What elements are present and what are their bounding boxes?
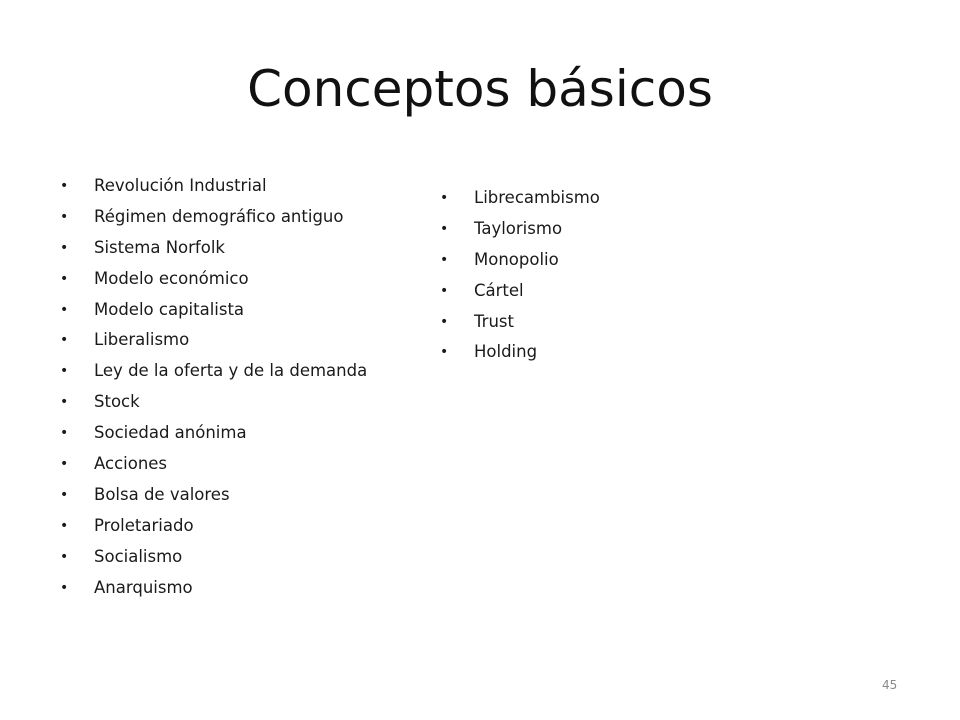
list-item — [60, 264, 367, 295]
bullet-icon: • — [60, 394, 69, 411]
bullet-icon: • — [60, 332, 69, 349]
bullet-icon: • — [60, 486, 69, 503]
list-item — [440, 245, 600, 276]
bullet-icon: • — [60, 363, 69, 380]
list-item-text: Sistema Norfolk — [94, 237, 225, 257]
list-item — [60, 418, 367, 449]
list-item-text: Sociedad anónima — [94, 423, 247, 443]
list-item-text: Acciones — [94, 454, 168, 474]
list-item — [60, 325, 367, 356]
list-item-text: Trust — [474, 311, 514, 331]
list-item — [440, 183, 600, 214]
list-item — [60, 511, 367, 542]
slide-title: Conceptos básicos — [247, 60, 713, 118]
bullet-icon: • — [60, 456, 69, 473]
list-item — [440, 337, 600, 368]
bullet-icon: • — [60, 301, 69, 318]
bullet-icon: • — [60, 208, 69, 225]
bullet-icon: • — [60, 425, 69, 442]
bullet-icon: • — [440, 190, 449, 206]
list-item-text: Ley de la oferta y de la demanda — [94, 361, 368, 381]
bullet-icon: • — [440, 282, 449, 299]
list-item-text: Librecambismo — [474, 188, 600, 207]
bullet-icon: • — [60, 579, 69, 596]
list-item-text: Anarquismo — [94, 577, 193, 597]
list-item-text: Monopolio — [474, 249, 559, 269]
bullet-icon: • — [60, 270, 69, 287]
list-item-text: Régimen demográfico antiguo — [94, 206, 344, 226]
list-item-text: Modelo económico — [94, 268, 249, 288]
list-item — [60, 356, 367, 387]
list-item — [60, 387, 367, 418]
list-item — [440, 276, 600, 307]
bullet-icon: • — [60, 517, 69, 534]
list-item — [60, 171, 367, 202]
list-item-text: Revolución Industrial — [94, 176, 267, 195]
page-number: 45 — [882, 678, 898, 692]
list-item — [60, 202, 367, 233]
bullet-icon: • — [440, 220, 449, 237]
bullet-icon: • — [60, 548, 69, 565]
list-item — [60, 295, 367, 326]
bullet-icon: • — [60, 178, 69, 194]
list-item — [60, 573, 367, 604]
bullet-icon: • — [440, 313, 449, 330]
list-item-text: Holding — [474, 342, 538, 362]
list-item — [440, 307, 600, 338]
left-bullet-list — [60, 171, 367, 603]
list-item — [60, 480, 367, 511]
list-item-text: Socialismo — [94, 546, 183, 566]
list-item-text: Proletariado — [94, 515, 194, 535]
list-item-text: Modelo capitalista — [94, 299, 245, 319]
right-bullet-list — [440, 183, 600, 368]
list-item — [60, 449, 367, 480]
list-item-text: Cártel — [474, 280, 524, 300]
bullet-icon: • — [440, 251, 449, 268]
bullet-icon: • — [60, 239, 69, 256]
list-item-text: Stock — [94, 392, 140, 412]
list-item-text: Taylorismo — [474, 218, 563, 238]
list-item-text: Liberalismo — [94, 330, 190, 350]
list-item — [60, 233, 367, 264]
list-item-text: Bolsa de valores — [94, 484, 230, 504]
list-item — [440, 214, 600, 245]
bullet-icon: • — [440, 344, 449, 361]
list-item — [60, 542, 367, 573]
